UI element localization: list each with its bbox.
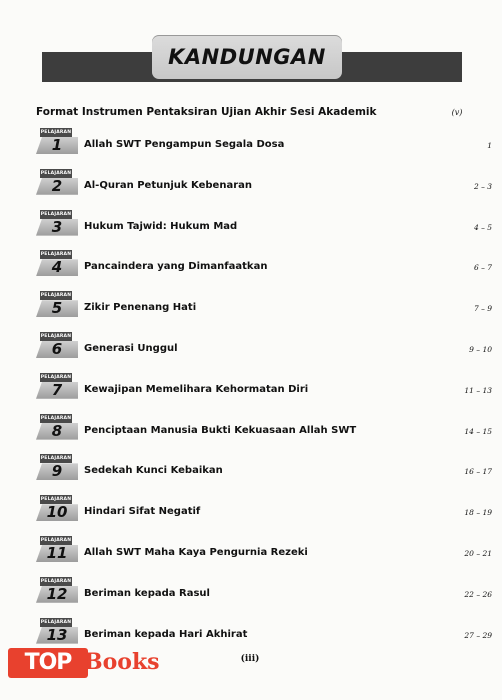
lesson-number: 4	[51, 258, 63, 277]
lesson-row	[36, 250, 492, 280]
lesson-title: Hukum Tajwid: Hukum Mad	[84, 220, 238, 232]
lesson-title: Al-Quran Petunjuk Kebenaran	[84, 179, 252, 191]
logo-books-text: Books	[84, 649, 160, 675]
badge-label: PELAJARAN	[40, 293, 72, 299]
lesson-row	[36, 373, 492, 403]
lesson-number: 9	[51, 462, 63, 481]
lesson-page: 6 – 7	[473, 263, 492, 273]
lesson-badge	[36, 250, 78, 276]
badge-label: PELAJARAN	[40, 497, 72, 503]
lesson-number: 5	[51, 299, 63, 318]
lesson-page: 4 – 5	[473, 222, 492, 232]
badge-label: PELAJARAN	[40, 130, 72, 135]
lesson-badge	[36, 536, 78, 562]
badge-label: PELAJARAN	[40, 374, 72, 380]
lesson-badge	[36, 332, 78, 358]
badge-label: PELAJARAN	[40, 334, 72, 339]
lesson-number: 11	[46, 544, 68, 562]
lesson-badge	[36, 373, 78, 399]
lesson-page: 27 – 29	[464, 630, 492, 640]
lesson-badge	[36, 128, 78, 154]
lesson-row	[36, 495, 492, 525]
lesson-badge	[36, 291, 78, 317]
lesson-badge	[36, 414, 78, 440]
lesson-page: 11 – 13	[464, 385, 492, 395]
lesson-number: 2	[51, 176, 63, 195]
format-entry-title: Format Instrumen Pentaksiran Ujian Akhir Sesi Akademik	[36, 106, 377, 118]
lesson-title: Allah SWT Maha Kaya Pengurnia Rezeki	[84, 547, 308, 558]
lesson-row	[36, 454, 492, 484]
lesson-title: Generasi Unggul	[84, 343, 178, 354]
lesson-page: 2 – 3	[473, 181, 492, 191]
lesson-title: Hindari Sifat Negatif	[84, 506, 201, 518]
lesson-page: 9 – 10	[469, 345, 492, 354]
lesson-row	[36, 169, 492, 199]
lesson-title: Sedekah Kunci Kebaikan	[84, 465, 223, 477]
lesson-number: 13	[46, 625, 68, 644]
lesson-page: 14 – 15	[464, 426, 492, 436]
lesson-number: 10	[46, 503, 68, 522]
lesson-badge	[36, 169, 78, 195]
badge-label: PELAJARAN	[40, 538, 72, 543]
lesson-title: Zikir Penenang Hati	[84, 302, 197, 314]
badge-label: PELAJARAN	[40, 578, 72, 584]
lesson-title: Beriman kepada Rasul	[84, 587, 210, 599]
badge-label: PELAJARAN	[40, 211, 72, 217]
lesson-title: Allah SWT Pengampun Segala Dosa	[84, 139, 285, 150]
lesson-page: 1	[487, 141, 492, 150]
logo-top-text: TOP	[8, 648, 88, 678]
lesson-row	[36, 332, 492, 362]
badge-label: PELAJARAN	[40, 619, 72, 625]
lesson-title: Beriman kepada Hari Akhirat	[84, 628, 248, 640]
lesson-badge	[36, 454, 78, 480]
lesson-page: 22 – 26	[464, 589, 492, 599]
lesson-row	[36, 210, 492, 240]
lesson-badge	[36, 495, 78, 521]
lesson-badge	[36, 210, 78, 236]
lesson-page: 18 – 19	[464, 508, 492, 518]
lesson-number: 3	[51, 217, 63, 236]
lesson-number: 12	[46, 584, 68, 603]
page-number: (iii)	[240, 654, 260, 664]
lesson-number: 7	[51, 380, 63, 399]
page-title: KANDUNGAN	[168, 45, 326, 69]
format-entry-page: (v)	[451, 108, 463, 117]
lesson-page: 16 – 17	[464, 467, 492, 477]
topbooks-logo	[8, 648, 183, 680]
lesson-row	[36, 618, 492, 648]
lesson-number: 1	[51, 136, 63, 154]
lesson-page: 20 – 21	[464, 549, 492, 558]
lesson-row	[36, 128, 492, 158]
lesson-badge	[36, 618, 78, 644]
lesson-number: 6	[51, 340, 63, 358]
lesson-number: 8	[51, 421, 63, 440]
badge-label: PELAJARAN	[40, 415, 72, 421]
lesson-row	[36, 414, 492, 444]
lesson-page: 7 – 9	[473, 304, 492, 314]
badge-label: PELAJARAN	[40, 170, 72, 176]
lesson-row	[36, 291, 492, 321]
lesson-badge	[36, 577, 78, 603]
lesson-row	[36, 577, 492, 607]
badge-label: PELAJARAN	[40, 456, 72, 462]
lesson-title: Kewajipan Memelihara Kehormatan Diri	[84, 383, 309, 395]
lesson-row	[36, 536, 492, 566]
lesson-title: Pancaindera yang Dimanfaatkan	[84, 261, 268, 273]
badge-label: PELAJARAN	[40, 252, 72, 258]
lesson-title: Penciptaan Manusia Bukti Kekuasaan Allah SWT	[84, 424, 357, 436]
